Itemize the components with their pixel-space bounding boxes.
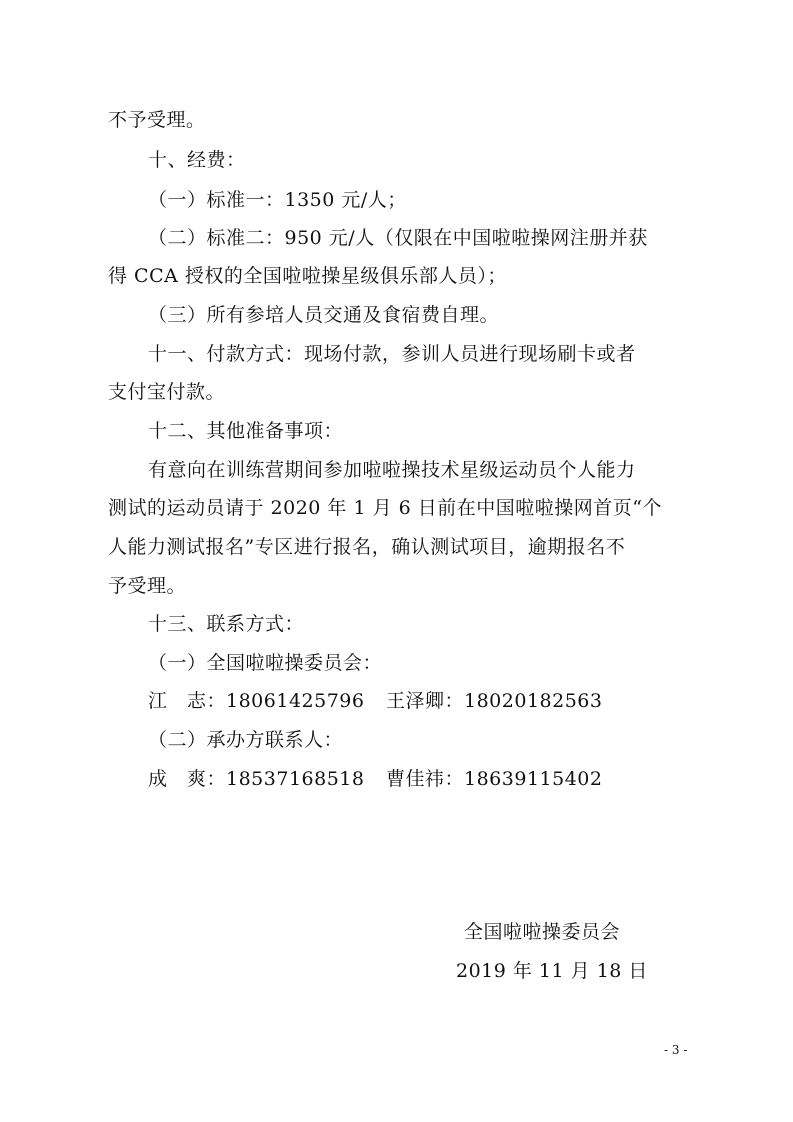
section-12-para-line-4: 予受理。 [108, 575, 187, 597]
section-12-para-line-2: 测试的运动员请于 2020 年 1 月 6 日前在中国啦啦操网首页“个 [108, 497, 662, 519]
body-line-1: 不予受理。 [108, 109, 206, 131]
committee-contact-1: 江 志：18061425796 [148, 690, 365, 712]
committee-contact-2: 王泽卿：18020182563 [386, 690, 603, 712]
fee-standard-1: （一）标准一：1350 元/人； [148, 189, 407, 211]
fee-standard-3: （三）所有参培人员交通及食宿费自理。 [148, 304, 500, 326]
organizer-contact-1: 成 爽：18537168518 [148, 768, 365, 790]
fee-standard-2: （二）标准二：950 元/人（仅限在中国啦啦操网注册并获 [148, 227, 648, 249]
page-number: - 3 - [664, 1043, 688, 1057]
section-12-para-line-1: 有意向在训练营期间参加啦啦操技术星级运动员个人能力 [148, 459, 636, 481]
signature-org: 全国啦啦操委员会 [464, 921, 621, 943]
signature-date: 2019 年 11 月 18 日 [456, 960, 648, 982]
section-11-cont: 支付宝付款。 [108, 381, 226, 403]
section-11-heading: 十一、付款方式：现场付款，参训人员进行现场刷卡或者 [148, 343, 636, 365]
organizer-contact-2: 曹佳祎：18639115402 [386, 768, 603, 790]
section-13-heading: 十三、联系方式： [148, 613, 305, 635]
section-12-heading: 十二、其他准备事项： [148, 420, 344, 442]
contact-committee-heading: （一）全国啦啦操委员会： [148, 652, 383, 674]
section-12-para-line-3: 人能力测试报名”专区进行报名，确认测试项目，逾期报名不 [108, 536, 626, 558]
fee-standard-2-cont: 得 CCA 授权的全国啦啦操星级俱乐部人员）； [108, 265, 507, 287]
organizer-heading: （二）承办方联系人： [148, 729, 344, 751]
section-10-heading: 十、经费： [148, 149, 246, 171]
